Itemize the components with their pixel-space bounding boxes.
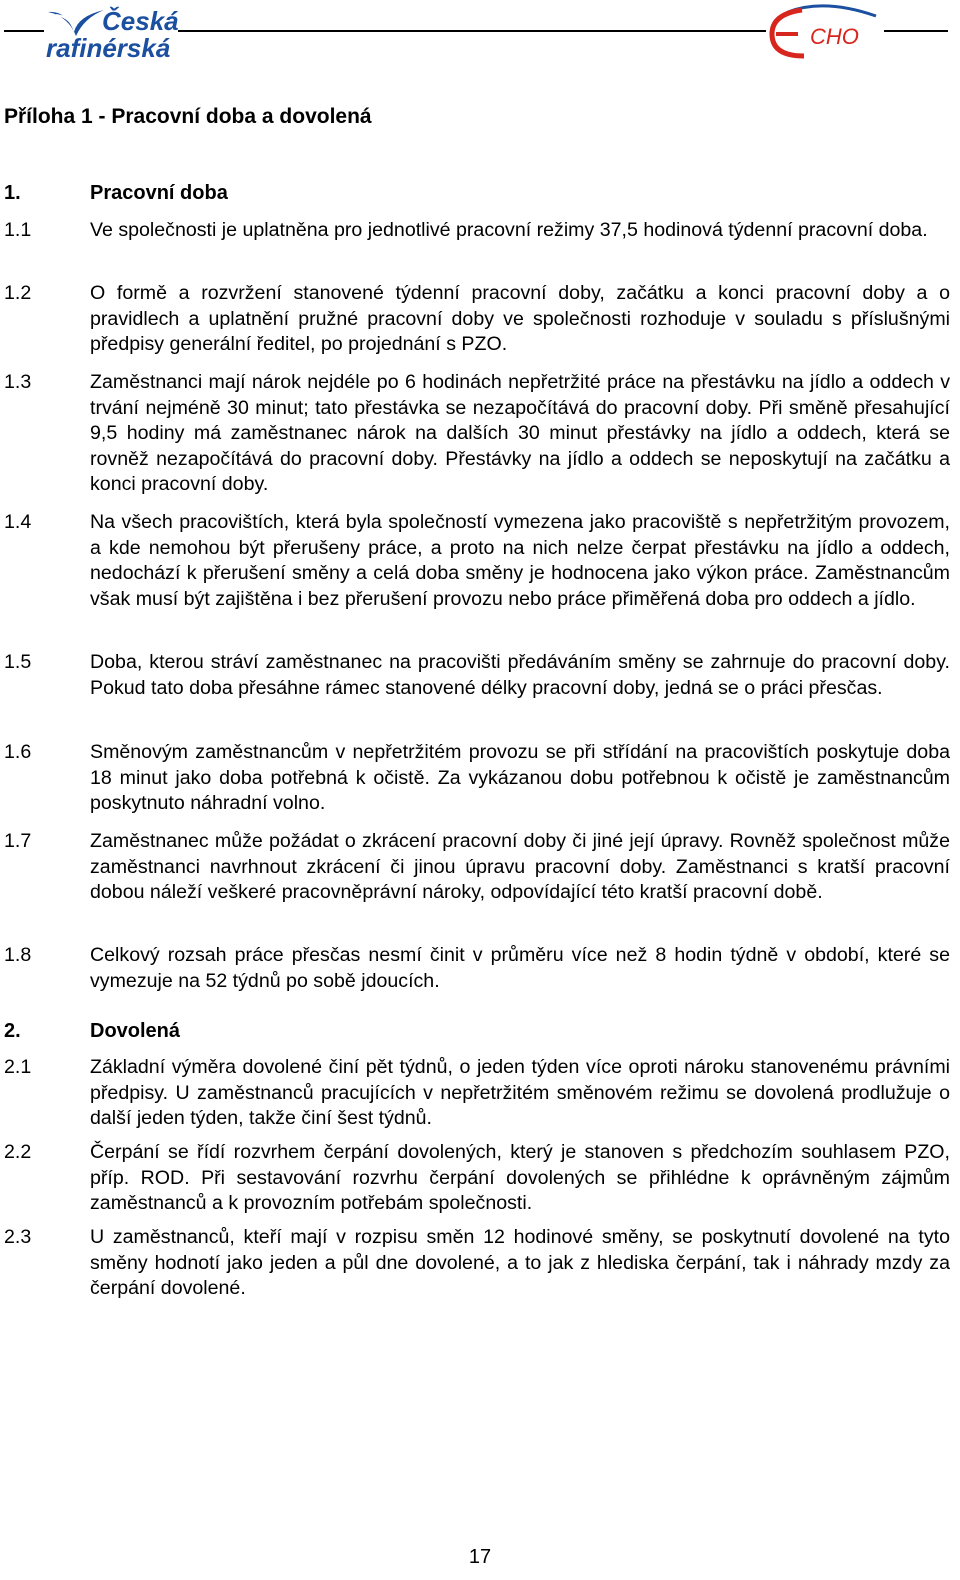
paragraph-text: Doba, kterou stráví zaměstnanec na pracovišti předáváním směny se zahrnuje do pracovní doby. Pokud tato doba přesáhne rámec stanovené délky pracovní doby, jedná se o práci přesčas. (90, 651, 950, 699)
header-rule-left (4, 30, 44, 32)
paragraph (4, 370, 950, 498)
paragraph-text: Na všech pracovištích, která byla společností vymezena jako pracoviště s nepřetržitým provozem, a kde nemohou být přerušeny práce, a proto na nich nelze čerpat přestávku na jídlo a oddech, nedochází k přerušení směny a celá doba směny je hodnocena jako výkon práce. Zaměstnancům však musí být zajištěna i bez přerušení provozu nebo práce přiměřená doba pro oddech a jídlo. (90, 511, 950, 610)
paragraph-text: O formě a rozvržení stanovené týdenní pracovní doby, začátku a konci pracovní doby a o pravidlech a uplatnění pružné pracovní doby ve společnosti rozhoduje v souladu s příslušnými předpisy generální ředitel, po projednání s PZO. (90, 282, 950, 356)
paragraph-number: 1.6 (4, 741, 32, 763)
ceska-rafinerska-logo (44, 6, 180, 64)
section-title: Pracovní doba (90, 182, 228, 204)
paragraph-number: 1.3 (4, 371, 32, 393)
paragraph-number: 2.1 (4, 1056, 32, 1078)
paragraph (4, 1055, 950, 1132)
paragraph-text: Ve společnosti je uplatněna pro jednotlivé pracovní režimy 37,5 hodinová týdenní pracovní doba. (90, 219, 928, 241)
paragraph-text: Zaměstnanci mají nárok nejdéle po 6 hodinách nepřetržité práce na přestávku na jídlo a oddech v trvání nejméně 30 minut; tato přestávka se nezapočítává do pracovní doby. Při směně přesahující 9,5 hodiny má zaměstnanec nárok na dalších 30 minut přestávky na jídlo a oddech, která se rovněž nezapočítává do pracovní doby. Přestávky na jídlo a oddech se neposkytují na začátku a konci pracovní doby. (90, 371, 950, 496)
echo-logo-graphic (764, 0, 884, 64)
logo-word-ceska: Česká (102, 6, 179, 36)
paragraph (4, 281, 950, 358)
document-title: Příloha 1 - Pracovní doba a dovolená (4, 105, 372, 128)
paragraph (4, 650, 950, 701)
paragraph-text: Celkový rozsah práce přesčas nesmí činit v průměru více než 8 hodin týdně v období, které se vymezuje na 52 týdnů po sobě jdoucích. (90, 944, 950, 992)
paragraph-number: 1.1 (4, 219, 32, 241)
header-rule-middle (178, 30, 766, 32)
section-number: 1. (4, 182, 21, 204)
paragraph (4, 218, 950, 244)
echo-logo (764, 0, 884, 64)
paragraph-number: 1.8 (4, 944, 32, 966)
paragraph (4, 943, 950, 994)
logo-word-rafinerska: rafinérská (46, 33, 171, 63)
paragraph-number: 1.2 (4, 282, 32, 304)
swoosh-icon (44, 6, 108, 36)
paragraph (4, 1225, 950, 1302)
echo-logo-text: CHO (810, 24, 859, 49)
paragraph-text: Čerpání se řídí rozvrhem čerpání dovolených, který je stanoven s předchozím souhlasem PZO, příp. ROD. Při sestavování rozvrhu čerpání dovolených se přihlédne k oprávněným zájmům zaměstnanců a k provozním potřebám společnosti. (90, 1141, 950, 1215)
paragraph (4, 1140, 950, 1217)
paragraph-number: 1.4 (4, 511, 32, 533)
paragraph-text: Zaměstnanec může požádat o zkrácení pracovní doby či jiné její úpravy. Rovněž společnost může zaměstnanci navrhnout zkrácení či jinou úpravu pracovní doby. Zaměstnanci s kratší pracovní dobou náleží veškeré pracovněprávní nároky, odpovídající této kratší pracovní době. (90, 830, 950, 904)
paragraph-number: 2.2 (4, 1141, 32, 1163)
paragraph (4, 740, 950, 817)
paragraph (4, 510, 950, 612)
paragraph-number: 1.5 (4, 651, 32, 673)
page-number: 17 (468, 1546, 492, 1568)
paragraph-text: Směnovým zaměstnancům v nepřetržitém provozu se při střídání na pracovištích poskytuje doba 18 minut jako doba potřebná k očistě. Za vykázanou dobu potřebnou k očistě je zaměstnancům poskytnuto náhradní volno. (90, 741, 950, 815)
section-title: Dovolená (90, 1020, 181, 1042)
paragraph-text: U zaměstnanců, kteří mají v rozpisu směn 12 hodinové směny, se poskytnutí dovolené na tyto směny hodnotí jako jeden a půl dne dovolené, a to jak z hlediska čerpání, tak i náhrady mzdy za čerpání dovolené. (90, 1226, 950, 1300)
paragraph-text: Základní výměra dovolené činí pět týdnů, o jeden týden více oproti nároku stanovenému právními předpisy. U zaměstnanců pracujících v nepřetržitém směnovém režimu se dovolená prodlužuje o další jeden týden, takže činí šest týdnů. (90, 1056, 950, 1130)
paragraph-number: 2.3 (4, 1226, 32, 1248)
paragraph-number: 1.7 (4, 830, 32, 852)
paragraph (4, 829, 950, 906)
header-rule-right (884, 30, 948, 32)
section-number: 2. (4, 1020, 21, 1042)
